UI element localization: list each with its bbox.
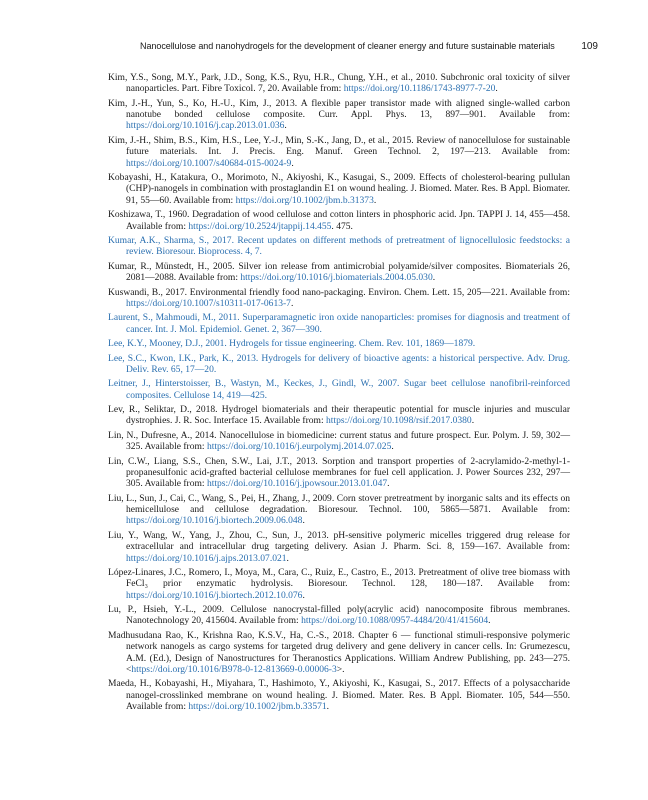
- reference-entry: [108, 567, 570, 601]
- reference-tail: .: [488, 615, 491, 627]
- reference-text: Madhusudana Rao, K., Krishna Rao, K.S.V., Ha, C.-S., 2018. Chapter 6 — functional stimuli-responsive polymeric network nanogels as cargo systems for targeted drug delivery and gene delivery in cancer cells. In: Grumezescu, A.M. (Ed.), Design of Nanostructures for Theranostics Applications. William Andrew Publishing, pp. 243—275. <: [108, 629, 570, 675]
- reference-text: Koshizawa, T., 1960. Degradation of wood cellulose and cotton linters in phosphoric acid. Jpn. TAPPI J. 14, 455—458. Available from:: [108, 209, 570, 232]
- doi-link[interactable]: https://doi.org/10.1016/j.biortech.2009.06.048: [126, 515, 303, 527]
- doi-link[interactable]: https://doi.org/10.2524/jtappij.14.455: [188, 220, 332, 232]
- reference-entry: [108, 530, 570, 564]
- reference-text: Lin, C.W., Liang, S.S., Chen, S.W., Lai, J.T., 2013. Sorption and transport properties of 2-acrylamido-2-methyl-1-propanesulfonic acid-grafted bacterial cellulose membranes for fuel cell application. J. Power Sources 232, 297—305. Available from:: [108, 455, 570, 490]
- doi-link[interactable]: https://doi.org/10.1016/j.ajps.2013.07.021: [126, 552, 287, 564]
- reference-entry: [108, 493, 570, 527]
- reference-tail: . 475.: [331, 220, 353, 232]
- doi-link[interactable]: https://doi.org/10.1016/j.jpowsour.2013.01.047: [206, 478, 388, 490]
- reference-entry: [108, 72, 570, 95]
- reference-entry: [108, 172, 570, 206]
- reference-text: Lee, S.C., Kwon, I.K., Park, K., 2013. Hydrogels for delivery of bioactive agents: a historical perspective. Adv. Drug. Deliv. Rev. 65, 17—20.: [108, 352, 570, 375]
- doi-link[interactable]: https://doi.org/10.1186/1743-8977-7-20: [343, 83, 496, 95]
- reference-text: Kuswandi, B., 2017. Environmental friendly food nano-packaging. Environ. Chem. Lett. 15, 205—221. Available from:: [108, 286, 570, 298]
- running-title: Nanocellulose and nanohydrogels for the development of cleaner energy and future sustainable materials: [140, 41, 555, 51]
- reference-text: Kim, Y.S., Song, M.Y., Park, J.D., Song, K.S., Ryu, H.R., Chung, Y.H., et al., 2010. Subchronic oral toxicity of silver nanoparticles. Part. Fibre Toxicol. 7, 20. Available from:: [108, 72, 570, 95]
- reference-text: Leitner, J., Hinterstoisser, B., Wastyn, M., Keckes, J., Gindl, W., 2007. Sugar beet cellulose nanofibril-reinforced composites. Cellulose 14, 419—425.: [108, 378, 570, 401]
- doi-link[interactable]: https://doi.org/10.1016/B978-0-12-813669-0.00006-3: [131, 663, 337, 675]
- reference-text: Lee, K.Y., Mooney, D.J., 2001. Hydrogels for tissue engineering. Chem. Rev. 101, 1869—1879.: [108, 338, 476, 350]
- reference-entry: [108, 456, 570, 490]
- reference-entry: [108, 404, 570, 427]
- reference-entry: [108, 287, 570, 310]
- reference-tail: .: [432, 272, 436, 284]
- reference-entry[interactable]: [108, 338, 570, 349]
- reference-entry: [108, 135, 570, 169]
- reference-tail: .: [302, 515, 305, 527]
- reference-entry[interactable]: [108, 378, 570, 401]
- reference-entry: [108, 261, 570, 284]
- reference-text: Lin, N., Dufresne, A., 2014. Nanocellulose in biomedicine: current status and future prospect. Eur. Polym. J. 59, 302—325. Available from:: [108, 429, 570, 453]
- reference-text: Liu, L., Sun, J., Cai, C., Wang, S., Pei, H., Zhang, J., 2009. Corn stover pretreatment by inorganic salts and its effects on hemicellulose and cellulose degradation. Bioresour. Technol. 100, 5865—5871. Available from:: [108, 492, 570, 516]
- reference-text: Kumar, R., Münstedt, H., 2005. Silver ion release from antimicrobial polyamide/silver composites. Biomaterials 26, 2081—2088. Available from:: [108, 260, 570, 284]
- reference-tail: .: [373, 194, 377, 206]
- reference-tail: .: [326, 701, 330, 713]
- doi-link[interactable]: https://doi.org/10.1002/jbm.b.31373: [235, 194, 374, 206]
- reference-tail: >.: [336, 663, 345, 675]
- reference-entry: [108, 604, 570, 627]
- reference-tail: .: [286, 552, 289, 564]
- reference-entry: [108, 98, 570, 132]
- reference-tail: .: [391, 441, 394, 453]
- reference-tail: .: [290, 297, 294, 309]
- doi-link[interactable]: https://doi.org/10.1098/rsif.2017.0380: [326, 415, 472, 427]
- reference-tail: .: [284, 120, 287, 132]
- doi-link[interactable]: https://doi.org/10.1016/j.biortech.2012.10.076: [126, 589, 303, 601]
- reference-text: Liu, Y., Wang, W., Yang, J., Zhou, C., Sun, J., 2013. pH-sensitive polymeric micelles triggered drug release for extracellular and intracellular drug targeting delivery. Asian J. Pharm. Sci. 8, 159—167. Available from:: [108, 529, 570, 553]
- reference-tail: .: [495, 83, 498, 95]
- reference-text: Laurent, S., Mahmoudi, M., 2011. Superparamagnetic iron oxide nanoparticles: promises for diagnosis and treatment of cancer. Int. J. Mol. Epidemiol. Genet. 2, 367—390.: [108, 312, 570, 335]
- reference-text: Kobayashi, H., Katakura, O., Morimoto, N., Akiyoshi, K., Kasugai, S., 2009. Effects of cholesterol-bearing pullulan (CHP)-nanogels in combination with prostaglandin E1 on wound healing. J. Biomed. Mater. Res. B Appl. Biomater. 91, 55—60. Available from:: [108, 172, 570, 206]
- reference-tail: .: [291, 157, 294, 169]
- reference-entry: [108, 209, 570, 232]
- running-header: [140, 41, 598, 52]
- doi-link[interactable]: https://doi.org/10.1007/s10311-017-0613-7: [126, 297, 291, 309]
- reference-entry[interactable]: [108, 353, 570, 376]
- reference-text: Kim, J.-H., Yun, S., Ko, H.-U., Kim, J., 2013. A flexible paper transistor made with aligned single-walled carbon nanotube bonded cellulose composite. Curr. Appl. Phys. 13, 897—901. Available from:: [108, 97, 570, 121]
- reference-text: Kim, J.-H., Shim, B.S., Kim, H.S., Lee, Y.-J., Min, S.-K., Jang, D., et al., 2015. Review of nanocellulose for sustainable future materials. Int. J. Precis. Eng. Manuf. Green Technol. 2, 197—213. Available from:: [108, 134, 570, 158]
- reference-entry: [108, 430, 570, 453]
- doi-link[interactable]: https://doi.org/10.1016/j.cap.2013.01.036: [126, 120, 285, 132]
- page-number: 109: [581, 41, 598, 52]
- reference-text: Kumar, A.K., Sharma, S., 2017. Recent updates on different methods of pretreatment of lignocellulosic feedstocks: a review. Bioresour. Bioprocess. 4, 7.: [108, 234, 570, 258]
- doi-link[interactable]: https://doi.org/10.1016/j.eurpolymj.2014.07.025: [206, 441, 392, 453]
- reference-text: López-Linares, J.C., Romero, I., Moya, M., Cara, C., Ruiz, E., Castro, E., 2013. Pretreatment of olive tree biomass with FeCl₃ prior enzymatic hydrolysis. Bioresour. Technol. 128, 180—187. Available from:: [108, 567, 570, 590]
- doi-link[interactable]: https://doi.org/10.1016/j.biomaterials.2004.05.030: [240, 272, 433, 284]
- reference-tail: .: [471, 415, 475, 427]
- doi-link[interactable]: https://doi.org/10.1002/jbm.b.33571: [188, 701, 327, 713]
- reference-text: Maeda, H., Kobayashi, H., Miyahara, T., Hashimoto, Y., Akiyoshi, K., Kasugai, S., 2017. Effects of a polysaccharide nanogel-crosslinked membrane on wound healing. J. Biomed. Mater. Res. B Appl. Biomater. 105, 544—550. Available from:: [108, 678, 570, 713]
- reference-entry[interactable]: [108, 312, 570, 335]
- reference-entry: [108, 678, 570, 712]
- reference-tail: .: [302, 589, 305, 601]
- doi-link[interactable]: https://doi.org/10.1088/0957-4484/20/41/415604: [301, 615, 489, 627]
- reference-entry: [108, 630, 570, 675]
- reference-list: [108, 72, 570, 716]
- reference-text: Lev, R., Seliktar, D., 2018. Hydrogel biomaterials and their therapeutic potential for muscle injuries and muscular dystrophies. J. R. Soc. Interface 15. Available from:: [108, 404, 570, 427]
- reference-tail: .: [387, 478, 390, 490]
- reference-text: Lu, P., Hsieh, Y.-L., 2009. Cellulose nanocrystal-filled poly(acrylic acid) nanocomposite fibrous membranes. Nanotechnology 20, 415604. Available from:: [108, 604, 570, 627]
- reference-entry[interactable]: [108, 235, 570, 258]
- doi-link[interactable]: https://doi.org/10.1007/s40684-015-0024-9: [126, 157, 292, 169]
